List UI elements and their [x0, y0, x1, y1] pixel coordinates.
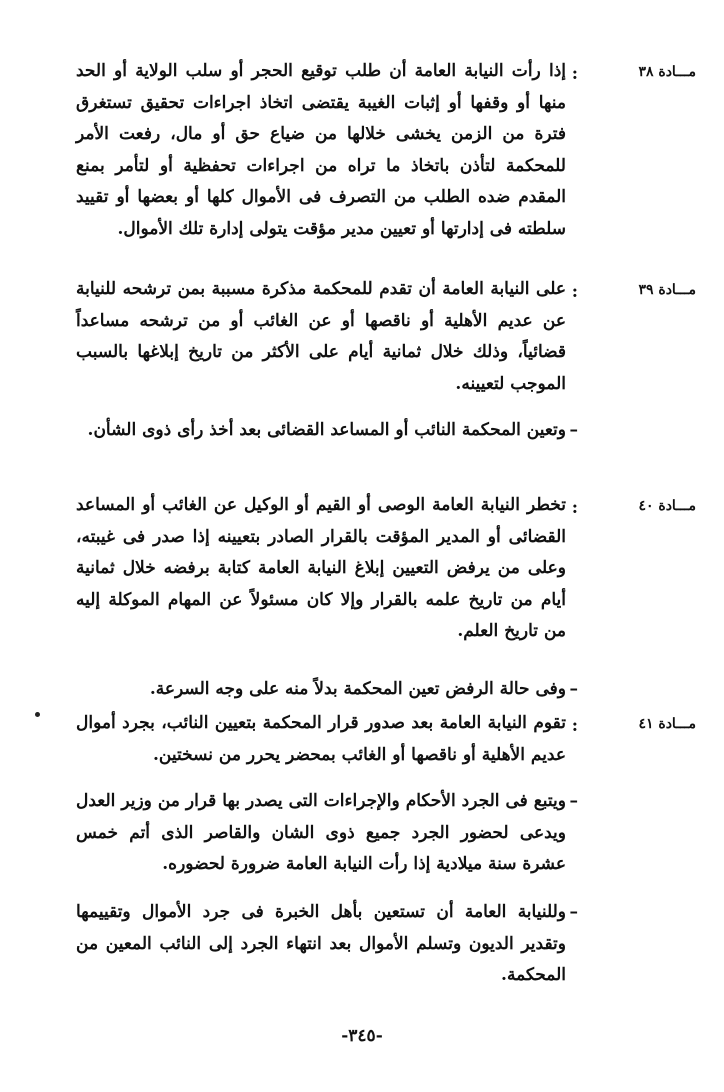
article-paragraph: وتعين المحكمة النائب أو المساعد القضائى بعد أخذ رأى ذوى الشأن.	[87, 420, 566, 440]
article-colon: :	[571, 64, 578, 84]
article-paragraph: ويتبع فى الجرد الأحكام والإجراءات التى يصدر بها قرار من وزير العدل ويدعى لحضور الجرد جميع ذوى الشان والقاصر الذى أتم خمس عشرة سنة ميلادية إذا رأت النيابة العامة ضرورة لحضوره.	[76, 791, 566, 874]
article-label: مـــادة ٤٠	[638, 498, 696, 514]
page-number: -٣٤٥-	[341, 1026, 383, 1046]
article-colon: :	[571, 282, 578, 302]
article-colon: :	[571, 716, 578, 736]
scan-speck	[35, 712, 40, 717]
article-paragraph: تخطر النيابة العامة الوصى أو القيم أو الوكيل عن الغائب أو المساعد القضائى أو المدير المؤقت بالقرار الصادر بتعيينه إذا صدر فى غيبته، وعلى من يرفض التعيين إبلاغ النيابة العامة كتابة برفضه خلال ثمانية أيام من تاريخ علمه بالقرار وإلا كان مسئولاً عن المهام الموكلة إليه من تاريخ العلم.	[76, 495, 566, 641]
bullet-dash: –	[569, 420, 578, 440]
article-paragraph: على النيابة العامة أن تقدم للمحكمة مذكرة مسببة بمن ترشحه للنيابة عن عديم الأهلية أو ناقصها أو عن الغائب أو من ترشحه مساعداً قضائياً، وذلك خلال ثمانية أيام على الأكثر من تاريخ إبلاغها بالسبب الموجب لتعيينه.	[76, 279, 566, 394]
article-label: مـــادة ٣٩	[638, 282, 696, 298]
article-label: مـــادة ٤١	[638, 716, 696, 732]
article-paragraph: تقوم النيابة العامة بعد صدور قرار المحكمة بتعيين النائب، بجرد أموال عديم الأهلية أو ناقصها أو الغائب بمحضر يحرر من نسختين.	[76, 713, 566, 765]
article-paragraph: إذا رأت النيابة العامة أن طلب توقيع الحجر أو سلب الولاية أو الحد منها أو وقفها أو إثبات الغيبة يقتضى اتخاذ اجراءات تحقيق تستغرق فترة من الزمن يخشى خلالها من ضياع حق أو مال، رفعت الأمر للمحكمة لتأذن باتخاذ ما تراه من اجراءات تحفظية أو لتأمر بمنع المقدم ضده الطلب من التصرف فى الأموال كلها أو بعضها أو تقييد سلطته فى إدارتها أو تعيين مدير مؤقت يتولى إدارة تلك الأموال.	[76, 61, 566, 239]
article-label: مـــادة ٣٨	[638, 64, 696, 80]
article-paragraph: وفى حالة الرفض تعين المحكمة بدلاً منه على وجه السرعة.	[149, 679, 566, 699]
article-colon: :	[571, 498, 578, 518]
bullet-dash: –	[569, 791, 578, 811]
bullet-dash: –	[569, 679, 578, 699]
bullet-dash: –	[569, 902, 578, 922]
article-paragraph: وللنيابة العامة أن تستعين بأهل الخبرة فى جرد الأموال وتقييمها وتقدير الديون وتسلم الأموال بعد انتهاء الجرد إلى النائب المعين من المحكمة.	[76, 902, 566, 985]
